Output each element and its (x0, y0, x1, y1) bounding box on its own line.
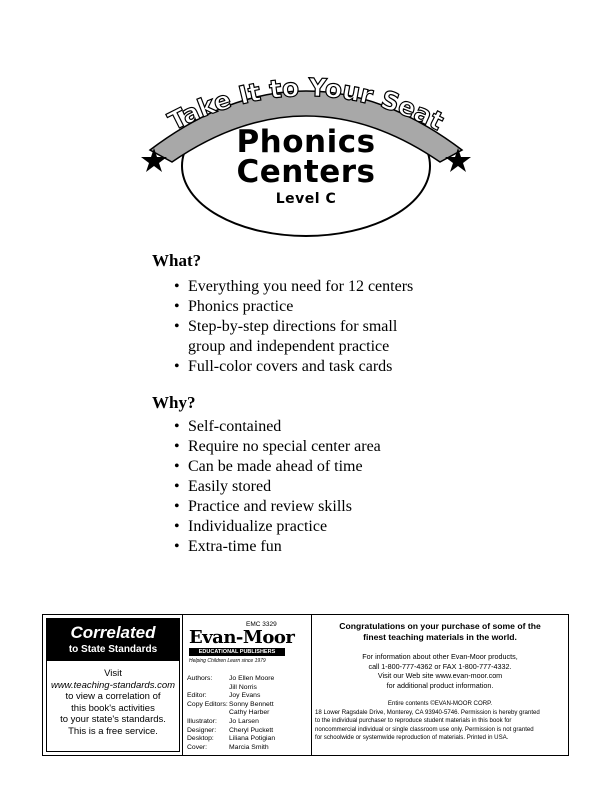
footer-box (42, 614, 569, 756)
info-line: call 1-800-777-4362 or FAX 1-800-777-4332. (368, 661, 512, 671)
credit-label: Cover: (187, 743, 208, 751)
copyright-line: Entire contents ©EVAN-MOOR CORP. (387, 700, 493, 707)
what-list (174, 277, 474, 377)
credit-value: Jo Ellen Moore Jill Norris (229, 675, 275, 691)
congrats-text (315, 621, 565, 643)
publisher-bar: EDUCATIONAL PUBLISHERS (189, 648, 285, 656)
credit-label: Designer: (187, 726, 217, 734)
credit-label: Authors: (187, 675, 213, 682)
publisher-column (182, 615, 312, 755)
list-item: • Everything you need for 12 centers (174, 277, 474, 297)
purchase-info (315, 621, 565, 743)
list-item: • Individualize practice (174, 517, 474, 537)
list-item: • Can be made ahead of time (174, 457, 474, 477)
correlated-banner (47, 619, 179, 661)
credit-value: Cheryl Puckett (229, 726, 274, 734)
list-item: • Step-by-step directions for small (174, 317, 474, 337)
credit-label: Editor: (187, 692, 207, 700)
title-line-2: Centers (236, 154, 376, 190)
legal-line: for schoolwide or systemwide reproduction of materials. Printed in USA. (315, 734, 509, 742)
info-line: for additional product information. (386, 680, 494, 690)
legal-line: noncommercial individual or single classroom use only. Permission is not granted (315, 725, 534, 733)
correlated-line: to view a correlation of (65, 691, 161, 702)
list-item: • Extra-time fun (174, 537, 474, 557)
list-item: • Self-contained (174, 417, 474, 437)
standards-link[interactable]: www.teaching-standards.com (50, 679, 176, 691)
correlated-box (46, 618, 180, 752)
publisher-name: Evan-Moor (189, 627, 295, 648)
legal-text (315, 700, 565, 743)
credit-label: Illustrator: (187, 717, 217, 725)
congrats-line: Congratulations on your purchase of some of the (339, 621, 541, 631)
correlated-line: this book's activities (71, 702, 155, 714)
legal-line: 18 Lower Ragsdale Drive, Monterey, CA 93940-5746. Permission is hereby granted (315, 708, 540, 716)
credit-value: Sonny Bennett Cathy Harber (229, 700, 274, 717)
credit-label: Copy Editors: (187, 700, 228, 708)
why-heading: Why? (152, 393, 196, 412)
correlated-title: Correlated (70, 623, 156, 642)
credit-value: Marcia Smith (229, 743, 269, 751)
list-item: • Require no special center area (174, 437, 474, 457)
info-line: For information about other Evan-Moor products, (362, 652, 518, 661)
why-list (174, 417, 474, 557)
credit-value: Liliana Potigian (229, 735, 276, 743)
correlated-line: Visit (104, 668, 122, 679)
website-line[interactable]: Visit our Web site www.evan-moor.com (377, 671, 503, 680)
correlated-text (47, 668, 179, 737)
credit-label: Desktop: (187, 735, 214, 743)
publisher-tagline: Helping Children Learn since 1979 (189, 658, 266, 664)
credits-list (187, 675, 275, 752)
level-label: Level C (275, 191, 337, 207)
list-item: • Practice and review skills (174, 497, 474, 517)
credit-value: Joy Evans (229, 692, 261, 700)
correlated-line: This is a free service. (68, 725, 158, 737)
contact-info (315, 652, 565, 690)
legal-line: to the individual purchaser to reproduce student materials in this book for (315, 717, 512, 725)
correlated-subtitle: to State Standards (68, 644, 158, 655)
publisher-logo (189, 629, 301, 664)
what-heading: What? (152, 251, 202, 270)
correlated-line: to your state's standards. (60, 714, 166, 725)
title-line-1: Phonics (236, 124, 376, 160)
list-item: • Phonics practice (174, 297, 474, 317)
list-item: • Full-color covers and task cards (174, 357, 474, 377)
arc-title: Take It to Your Seat (163, 72, 449, 137)
list-item: • Easily stored (174, 477, 474, 497)
congrats-line: finest teaching materials in the world. (363, 632, 517, 642)
credit-value: Jo Larsen (229, 717, 259, 725)
list-item-continuation: group and independent practice (188, 338, 390, 355)
product-code: EMC 3329 (246, 621, 277, 628)
